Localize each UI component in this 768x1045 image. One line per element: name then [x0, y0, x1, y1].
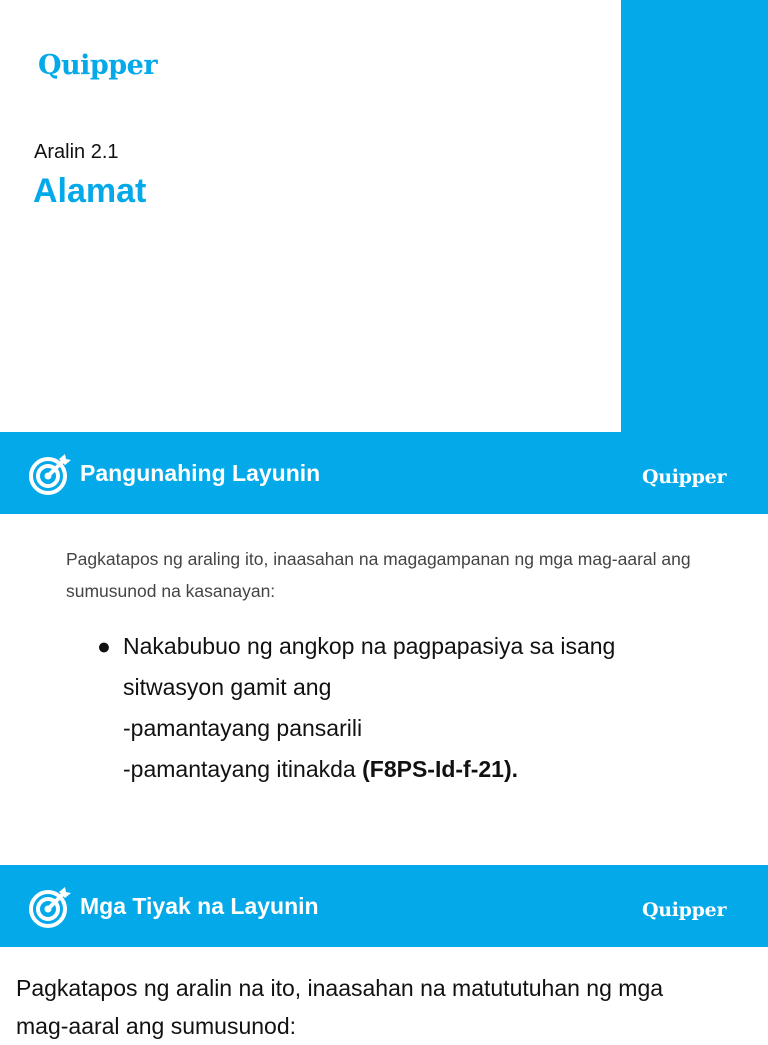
objective-line: -pamantayang itinakda [123, 756, 356, 782]
cover-slide [0, 0, 768, 432]
general-objective-slide [0, 432, 768, 865]
banner-title: Mga Tiyak na Layunin [80, 893, 319, 919]
target-icon [28, 885, 72, 929]
intro-text: Pagkatapos ng araling ito, inaasahan na magagampanan ng mga mag-aaral ang sumusunod na kasanayan: [66, 549, 691, 601]
objective-list-item [97, 626, 697, 790]
specific-objectives-slide [0, 865, 768, 1039]
lesson-title: Alamat [33, 172, 147, 210]
objective-line: -pamantayang pansarili [123, 715, 363, 741]
lesson-number: Aralin 2.1 [34, 141, 119, 163]
target-icon [28, 452, 72, 496]
slide-banner [0, 865, 768, 947]
slide-banner [0, 432, 768, 514]
quipper-logo: Quipper [642, 899, 727, 921]
quipper-logo: Quipper [642, 466, 727, 488]
objective-line: Nakabubuo ng angkop na pagpapasiya sa isang [123, 633, 616, 659]
competency-code: (F8PS-Id-f-21). [362, 756, 518, 782]
objective-last-line [123, 749, 697, 790]
objective-line: sitwasyon gamit ang [123, 674, 332, 700]
accent-side-band [621, 0, 768, 432]
quipper-logo: Quipper [38, 50, 158, 81]
banner-title: Pangunahing Layunin [80, 460, 321, 486]
bullet-icon: ● [97, 633, 111, 659]
intro-text: Pagkatapos ng aralin na ito, inaasahan na matututuhan ng mga mag-aaral ang sumusunod: [16, 975, 664, 1039]
